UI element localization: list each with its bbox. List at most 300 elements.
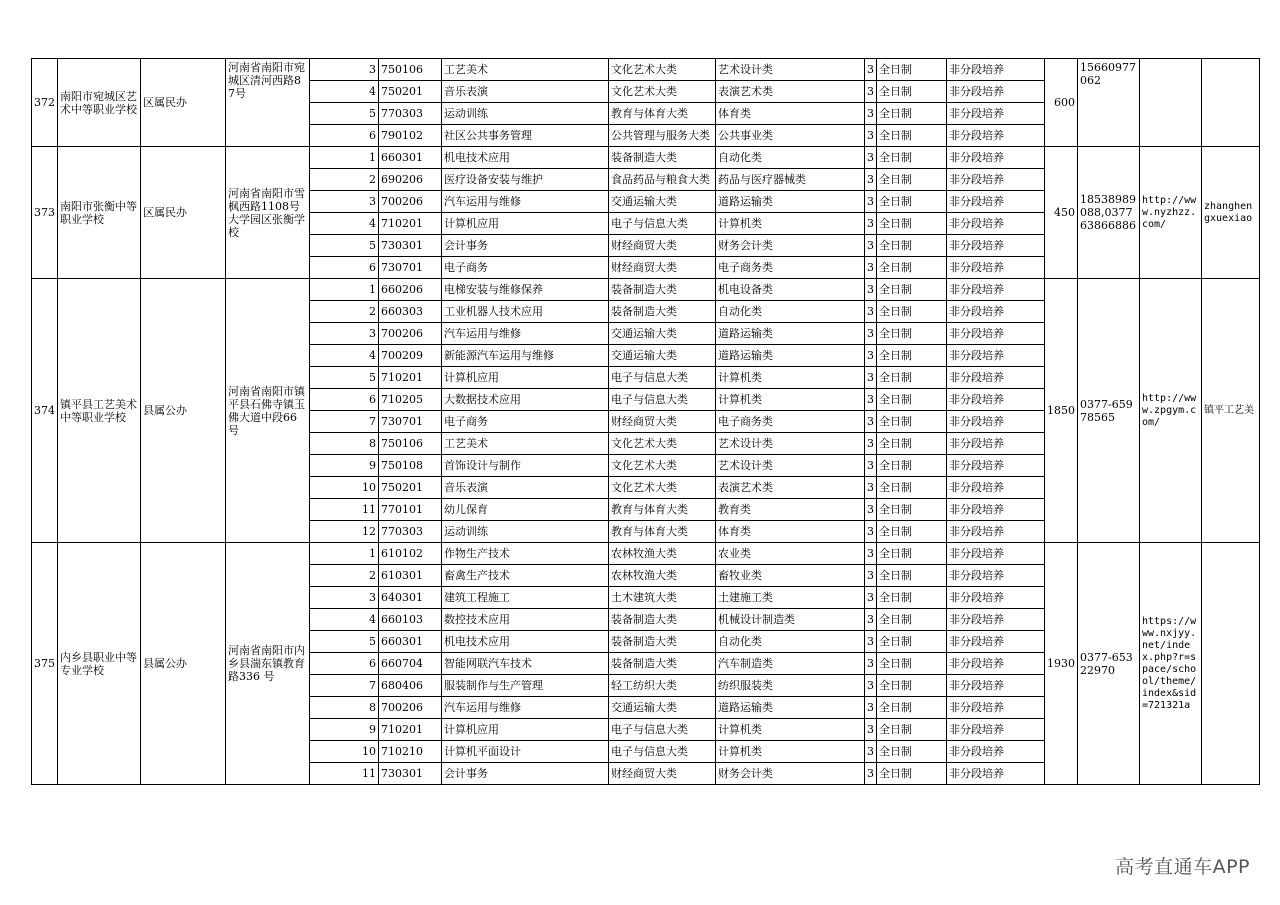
major-category: 装备制造大类 — [609, 147, 716, 169]
major-code: 660103 — [379, 609, 442, 631]
study-years: 3 — [865, 675, 877, 697]
study-years: 3 — [865, 433, 877, 455]
study-mode: 全日制 — [877, 763, 947, 785]
school-majors-table — [31, 58, 1260, 785]
training-mode: 非分段培养 — [947, 763, 1045, 785]
training-mode: 非分段培养 — [947, 609, 1045, 631]
major-category: 装备制造大类 — [609, 653, 716, 675]
study-mode: 全日制 — [877, 675, 947, 697]
study-years: 3 — [865, 543, 877, 565]
contact-phone: 0377-65978565 — [1078, 279, 1140, 543]
major-category: 交通运输大类 — [609, 345, 716, 367]
study-mode: 全日制 — [877, 59, 947, 81]
training-mode: 非分段培养 — [947, 631, 1045, 653]
major-category: 公共管理与服务大类 — [609, 125, 716, 147]
training-mode: 非分段培养 — [947, 389, 1045, 411]
table-row — [32, 59, 1260, 81]
major-class: 电子商务类 — [716, 257, 865, 279]
school-address: 河南省南阳市镇平县石佛寺镇玉佛大道中段66号 — [226, 279, 310, 543]
training-mode: 非分段培养 — [947, 367, 1045, 389]
study-mode: 全日制 — [877, 301, 947, 323]
study-mode: 全日制 — [877, 81, 947, 103]
study-years: 3 — [865, 81, 877, 103]
major-category: 电子与信息大类 — [609, 719, 716, 741]
major-name: 计算机应用 — [442, 367, 609, 389]
major-name: 机电技术应用 — [442, 631, 609, 653]
study-mode: 全日制 — [877, 147, 947, 169]
training-mode: 非分段培养 — [947, 499, 1045, 521]
training-mode: 非分段培养 — [947, 235, 1045, 257]
study-mode: 全日制 — [877, 323, 947, 345]
major-code: 790102 — [379, 125, 442, 147]
major-name: 运动训练 — [442, 103, 609, 125]
study-mode: 全日制 — [877, 741, 947, 763]
study-years: 3 — [865, 235, 877, 257]
training-mode: 非分段培养 — [947, 125, 1045, 147]
study-years: 3 — [865, 389, 877, 411]
study-mode: 全日制 — [877, 169, 947, 191]
school-address: 河南省南阳市宛城区清河西路87号 — [226, 59, 310, 147]
major-code: 660303 — [379, 301, 442, 323]
major-seq: 9 — [310, 719, 379, 741]
major-seq: 3 — [310, 191, 379, 213]
major-category: 财经商贸大类 — [609, 411, 716, 433]
study-mode: 全日制 — [877, 455, 947, 477]
major-seq: 2 — [310, 169, 379, 191]
study-years: 3 — [865, 499, 877, 521]
major-name: 音乐表演 — [442, 81, 609, 103]
major-category: 财经商贸大类 — [609, 763, 716, 785]
major-category: 电子与信息大类 — [609, 389, 716, 411]
table-row — [32, 147, 1260, 169]
major-category: 轻工纺织大类 — [609, 675, 716, 697]
school-website: https://www.nxjyy.net/index.php?r=space/school/theme/index&sid=721321a — [1140, 543, 1202, 785]
study-years: 3 — [865, 697, 877, 719]
major-seq: 7 — [310, 411, 379, 433]
major-seq: 1 — [310, 543, 379, 565]
major-class: 表演艺术类 — [716, 81, 865, 103]
major-name: 建筑工程施工 — [442, 587, 609, 609]
major-class: 机械设计制造类 — [716, 609, 865, 631]
major-name: 运动训练 — [442, 521, 609, 543]
training-mode: 非分段培养 — [947, 191, 1045, 213]
major-name: 计算机应用 — [442, 719, 609, 741]
study-years: 3 — [865, 345, 877, 367]
major-code: 700206 — [379, 323, 442, 345]
major-seq: 11 — [310, 763, 379, 785]
major-class: 畜牧业类 — [716, 565, 865, 587]
school-address: 河南省南阳市内乡县湍东镇教育路336 号 — [226, 543, 310, 785]
major-name: 社区公共事务管理 — [442, 125, 609, 147]
study-mode: 全日制 — [877, 213, 947, 235]
major-code: 660704 — [379, 653, 442, 675]
study-years: 3 — [865, 653, 877, 675]
study-years: 3 — [865, 213, 877, 235]
study-mode: 全日制 — [877, 543, 947, 565]
training-mode: 非分段培养 — [947, 81, 1045, 103]
major-name: 畜禽生产技术 — [442, 565, 609, 587]
enrollment-scale: 600 — [1045, 59, 1078, 147]
major-category: 农林牧渔大类 — [609, 543, 716, 565]
study-years: 3 — [865, 257, 877, 279]
major-code: 750201 — [379, 81, 442, 103]
major-category: 文化艺术大类 — [609, 455, 716, 477]
major-name: 服装制作与生产管理 — [442, 675, 609, 697]
school-name: 镇平县工艺美术中等职业学校 — [58, 279, 141, 543]
school-id: 375 — [32, 543, 58, 785]
major-code: 660301 — [379, 147, 442, 169]
training-mode: 非分段培养 — [947, 543, 1045, 565]
wechat-account — [1202, 543, 1260, 785]
major-code: 730701 — [379, 411, 442, 433]
major-category: 文化艺术大类 — [609, 477, 716, 499]
study-mode: 全日制 — [877, 609, 947, 631]
major-category: 文化艺术大类 — [609, 81, 716, 103]
training-mode: 非分段培养 — [947, 147, 1045, 169]
major-category: 交通运输大类 — [609, 191, 716, 213]
major-code: 770101 — [379, 499, 442, 521]
major-class: 自动化类 — [716, 301, 865, 323]
major-name: 计算机应用 — [442, 213, 609, 235]
major-name: 工艺美术 — [442, 59, 609, 81]
school-name: 内乡县职业中等专业学校 — [58, 543, 141, 785]
major-seq: 4 — [310, 609, 379, 631]
contact-phone: 18538989088,037763866886 — [1078, 147, 1140, 279]
major-seq: 4 — [310, 213, 379, 235]
study-years: 3 — [865, 191, 877, 213]
major-name: 会计事务 — [442, 235, 609, 257]
training-mode: 非分段培养 — [947, 59, 1045, 81]
major-seq: 6 — [310, 389, 379, 411]
major-seq: 7 — [310, 675, 379, 697]
major-code: 710205 — [379, 389, 442, 411]
wechat-account: 镇平工艺美 — [1202, 279, 1260, 543]
major-class: 电子商务类 — [716, 411, 865, 433]
major-class: 教育类 — [716, 499, 865, 521]
school-id: 372 — [32, 59, 58, 147]
major-name: 电子商务 — [442, 257, 609, 279]
major-code: 750106 — [379, 433, 442, 455]
major-category: 装备制造大类 — [609, 609, 716, 631]
study-years: 3 — [865, 279, 877, 301]
major-category: 文化艺术大类 — [609, 59, 716, 81]
study-mode: 全日制 — [877, 719, 947, 741]
major-seq: 11 — [310, 499, 379, 521]
major-class: 财务会计类 — [716, 235, 865, 257]
major-category: 土木建筑大类 — [609, 587, 716, 609]
major-seq: 6 — [310, 125, 379, 147]
major-code: 610301 — [379, 565, 442, 587]
major-seq: 5 — [310, 631, 379, 653]
study-mode: 全日制 — [877, 433, 947, 455]
major-code: 750106 — [379, 59, 442, 81]
study-mode: 全日制 — [877, 631, 947, 653]
training-mode: 非分段培养 — [947, 169, 1045, 191]
study-years: 3 — [865, 719, 877, 741]
major-name: 医疗设备安装与维护 — [442, 169, 609, 191]
major-class: 体育类 — [716, 103, 865, 125]
major-class: 计算机类 — [716, 213, 865, 235]
major-class: 表演艺术类 — [716, 477, 865, 499]
table-body — [32, 59, 1260, 785]
major-seq: 10 — [310, 741, 379, 763]
study-years: 3 — [865, 147, 877, 169]
study-years: 3 — [865, 609, 877, 631]
study-years: 3 — [865, 521, 877, 543]
training-mode: 非分段培养 — [947, 257, 1045, 279]
major-category: 文化艺术大类 — [609, 433, 716, 455]
study-years: 3 — [865, 125, 877, 147]
major-class: 艺术设计类 — [716, 455, 865, 477]
major-category: 教育与体育大类 — [609, 103, 716, 125]
study-mode: 全日制 — [877, 477, 947, 499]
school-name: 南阳市宛城区艺术中等职业学校 — [58, 59, 141, 147]
major-code: 710201 — [379, 213, 442, 235]
major-class: 自动化类 — [716, 631, 865, 653]
major-code: 700206 — [379, 697, 442, 719]
major-seq: 5 — [310, 103, 379, 125]
major-category: 食品药品与粮食大类 — [609, 169, 716, 191]
table-row — [32, 279, 1260, 301]
major-code: 660301 — [379, 631, 442, 653]
major-seq: 6 — [310, 653, 379, 675]
major-category: 装备制造大类 — [609, 279, 716, 301]
major-seq: 2 — [310, 565, 379, 587]
school-website: http://www.nyzhzz.com/ — [1140, 147, 1202, 279]
major-code: 750108 — [379, 455, 442, 477]
major-category: 装备制造大类 — [609, 301, 716, 323]
study-years: 3 — [865, 367, 877, 389]
training-mode: 非分段培养 — [947, 477, 1045, 499]
major-class: 自动化类 — [716, 147, 865, 169]
study-mode: 全日制 — [877, 235, 947, 257]
major-class: 汽车制造类 — [716, 653, 865, 675]
study-years: 3 — [865, 763, 877, 785]
major-code: 730301 — [379, 235, 442, 257]
major-name: 作物生产技术 — [442, 543, 609, 565]
major-code: 770303 — [379, 103, 442, 125]
study-years: 3 — [865, 741, 877, 763]
major-name: 汽车运用与维修 — [442, 697, 609, 719]
major-name: 计算机平面设计 — [442, 741, 609, 763]
major-category: 教育与体育大类 — [609, 521, 716, 543]
study-years: 3 — [865, 59, 877, 81]
major-code: 710201 — [379, 367, 442, 389]
study-mode: 全日制 — [877, 389, 947, 411]
study-years: 3 — [865, 323, 877, 345]
major-seq: 1 — [310, 279, 379, 301]
major-name: 电子商务 — [442, 411, 609, 433]
study-mode: 全日制 — [877, 191, 947, 213]
study-years: 3 — [865, 587, 877, 609]
training-mode: 非分段培养 — [947, 697, 1045, 719]
major-name: 机电技术应用 — [442, 147, 609, 169]
major-class: 财务会计类 — [716, 763, 865, 785]
major-class: 计算机类 — [716, 741, 865, 763]
major-category: 交通运输大类 — [609, 697, 716, 719]
training-mode: 非分段培养 — [947, 411, 1045, 433]
major-class: 机电设备类 — [716, 279, 865, 301]
major-seq: 3 — [310, 323, 379, 345]
study-mode: 全日制 — [877, 103, 947, 125]
study-mode: 全日制 — [877, 345, 947, 367]
major-name: 汽车运用与维修 — [442, 191, 609, 213]
major-code: 730701 — [379, 257, 442, 279]
major-code: 680406 — [379, 675, 442, 697]
school-address: 河南省南阳市雪枫西路1108号大学园区张衡学校 — [226, 147, 310, 279]
school-type: 区属民办 — [141, 59, 226, 147]
wechat-account: zhanghengxuexiao — [1202, 147, 1260, 279]
study-mode: 全日制 — [877, 367, 947, 389]
school-name: 南阳市张衡中等职业学校 — [58, 147, 141, 279]
major-class: 计算机类 — [716, 719, 865, 741]
school-website: http://www.zpgym.com/ — [1140, 279, 1202, 543]
school-type: 区属民办 — [141, 147, 226, 279]
major-seq: 2 — [310, 301, 379, 323]
major-class: 艺术设计类 — [716, 433, 865, 455]
major-seq: 8 — [310, 433, 379, 455]
study-mode: 全日制 — [877, 653, 947, 675]
major-category: 装备制造大类 — [609, 631, 716, 653]
major-code: 730301 — [379, 763, 442, 785]
major-code: 750201 — [379, 477, 442, 499]
study-years: 3 — [865, 411, 877, 433]
major-seq: 10 — [310, 477, 379, 499]
study-mode: 全日制 — [877, 697, 947, 719]
study-mode: 全日制 — [877, 587, 947, 609]
study-mode: 全日制 — [877, 279, 947, 301]
major-category: 电子与信息大类 — [609, 367, 716, 389]
major-name: 工业机器人技术应用 — [442, 301, 609, 323]
major-name: 工艺美术 — [442, 433, 609, 455]
major-name: 大数据技术应用 — [442, 389, 609, 411]
training-mode: 非分段培养 — [947, 653, 1045, 675]
major-code: 710210 — [379, 741, 442, 763]
major-category: 财经商贸大类 — [609, 257, 716, 279]
major-class: 土建施工类 — [716, 587, 865, 609]
enrollment-scale: 1930 — [1045, 543, 1078, 785]
study-mode: 全日制 — [877, 565, 947, 587]
enrollment-scale: 1850 — [1045, 279, 1078, 543]
major-seq: 8 — [310, 697, 379, 719]
major-class: 农业类 — [716, 543, 865, 565]
contact-phone: 0377-65322970 — [1078, 543, 1140, 785]
major-name: 会计事务 — [442, 763, 609, 785]
enrollment-scale: 450 — [1045, 147, 1078, 279]
major-name: 数控技术应用 — [442, 609, 609, 631]
training-mode: 非分段培养 — [947, 213, 1045, 235]
major-seq: 3 — [310, 587, 379, 609]
major-code: 710201 — [379, 719, 442, 741]
study-years: 3 — [865, 455, 877, 477]
watermark: 高考直通车APP — [1115, 856, 1250, 878]
training-mode: 非分段培养 — [947, 521, 1045, 543]
training-mode: 非分段培养 — [947, 565, 1045, 587]
major-code: 700209 — [379, 345, 442, 367]
major-class: 道路运输类 — [716, 345, 865, 367]
study-years: 3 — [865, 301, 877, 323]
study-years: 3 — [865, 631, 877, 653]
major-name: 首饰设计与制作 — [442, 455, 609, 477]
major-category: 教育与体育大类 — [609, 499, 716, 521]
study-mode: 全日制 — [877, 521, 947, 543]
school-website — [1140, 59, 1202, 147]
school-id: 373 — [32, 147, 58, 279]
major-class: 道路运输类 — [716, 191, 865, 213]
wechat-account — [1202, 59, 1260, 147]
table-row — [32, 543, 1260, 565]
major-seq: 1 — [310, 147, 379, 169]
study-years: 3 — [865, 169, 877, 191]
major-class: 道路运输类 — [716, 323, 865, 345]
major-class: 计算机类 — [716, 367, 865, 389]
major-class: 体育类 — [716, 521, 865, 543]
major-category: 电子与信息大类 — [609, 213, 716, 235]
major-seq: 5 — [310, 367, 379, 389]
major-seq: 9 — [310, 455, 379, 477]
school-type: 县属公办 — [141, 543, 226, 785]
training-mode: 非分段培养 — [947, 279, 1045, 301]
major-name: 智能网联汽车技术 — [442, 653, 609, 675]
study-years: 3 — [865, 103, 877, 125]
major-category: 农林牧渔大类 — [609, 565, 716, 587]
major-code: 690206 — [379, 169, 442, 191]
major-class: 艺术设计类 — [716, 59, 865, 81]
major-class: 道路运输类 — [716, 697, 865, 719]
major-category: 财经商贸大类 — [609, 235, 716, 257]
major-class: 公共事业类 — [716, 125, 865, 147]
major-category: 交通运输大类 — [609, 323, 716, 345]
training-mode: 非分段培养 — [947, 301, 1045, 323]
training-mode: 非分段培养 — [947, 433, 1045, 455]
major-seq: 5 — [310, 235, 379, 257]
contact-phone: 15660977062 — [1078, 59, 1140, 147]
training-mode: 非分段培养 — [947, 741, 1045, 763]
major-name: 音乐表演 — [442, 477, 609, 499]
school-id: 374 — [32, 279, 58, 543]
training-mode: 非分段培养 — [947, 345, 1045, 367]
major-name: 幼儿保育 — [442, 499, 609, 521]
major-code: 700206 — [379, 191, 442, 213]
major-seq: 4 — [310, 81, 379, 103]
study-mode: 全日制 — [877, 257, 947, 279]
training-mode: 非分段培养 — [947, 455, 1045, 477]
study-mode: 全日制 — [877, 499, 947, 521]
training-mode: 非分段培养 — [947, 675, 1045, 697]
major-class: 纺织服装类 — [716, 675, 865, 697]
major-code: 660206 — [379, 279, 442, 301]
major-code: 770303 — [379, 521, 442, 543]
major-category: 电子与信息大类 — [609, 741, 716, 763]
study-mode: 全日制 — [877, 411, 947, 433]
study-years: 3 — [865, 477, 877, 499]
training-mode: 非分段培养 — [947, 719, 1045, 741]
study-years: 3 — [865, 565, 877, 587]
major-name: 电梯安装与维修保养 — [442, 279, 609, 301]
major-name: 新能源汽车运用与维修 — [442, 345, 609, 367]
major-seq: 6 — [310, 257, 379, 279]
study-mode: 全日制 — [877, 125, 947, 147]
training-mode: 非分段培养 — [947, 103, 1045, 125]
major-seq: 12 — [310, 521, 379, 543]
major-seq: 3 — [310, 59, 379, 81]
major-class: 计算机类 — [716, 389, 865, 411]
training-mode: 非分段培养 — [947, 323, 1045, 345]
training-mode: 非分段培养 — [947, 587, 1045, 609]
major-code: 610102 — [379, 543, 442, 565]
major-code: 640301 — [379, 587, 442, 609]
major-class: 药品与医疗器械类 — [716, 169, 865, 191]
